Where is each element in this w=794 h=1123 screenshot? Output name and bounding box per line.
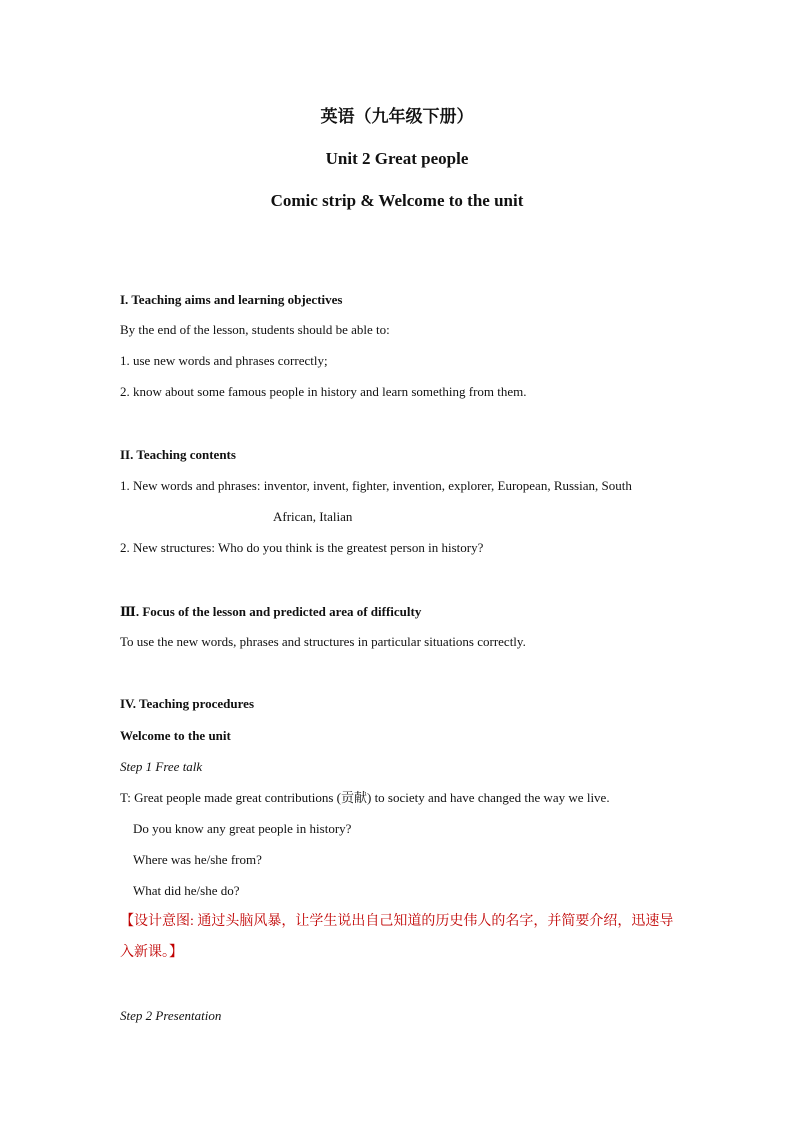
section3-heading: Ⅲ. Focus of the lesson and predicted area of difficulty: [120, 604, 422, 619]
section4-heading: IV. Teaching procedures: [120, 696, 255, 711]
lesson-title: Comic strip & Welcome to the unit: [270, 191, 524, 210]
section2-item1-continued: African, Italian: [273, 509, 353, 524]
list-item: 2. know about some famous people in history and learn something from them.: [120, 384, 527, 399]
section2-heading: II. Teaching contents: [120, 447, 236, 462]
teacher-line: Where was he/she from?: [133, 852, 262, 867]
unit-title: Unit 2 Great people: [325, 149, 469, 168]
design-note: 【设计意图: 通过头脑风暴，让学生说出自己知道的历史伟人的名字，并简要介绍，迅速导: [120, 914, 674, 929]
step1-title: Step 1 Free talk: [120, 759, 203, 774]
welcome-subheading: Welcome to the unit: [120, 728, 231, 743]
teacher-line: What did he/she do?: [133, 883, 240, 898]
step2-title: Step 2 Presentation: [120, 1008, 222, 1023]
list-item: 1. use new words and phrases correctly;: [120, 353, 328, 368]
section3-text: To use the new words, phrases and structures in particular situations correctly.: [120, 634, 526, 649]
section2-item2: 2. New structures: Who do you think is the greatest person in history?: [120, 540, 484, 555]
teacher-line: Do you know any great people in history?: [133, 821, 352, 836]
document-title-cn: 英语（九年级下册）: [320, 107, 474, 126]
teacher-line: T: Great people made great contributions (贡献) to society and have changed the way we live.: [120, 790, 610, 805]
design-note-continued: 入新课。】: [120, 945, 183, 960]
section1-intro: By the end of the lesson, students should be able to:: [120, 322, 390, 337]
section2-item1: 1. New words and phrases: inventor, invent, fighter, invention, explorer, European, Russian, South: [120, 478, 632, 493]
section1-heading: I. Teaching aims and learning objectives: [120, 292, 343, 307]
